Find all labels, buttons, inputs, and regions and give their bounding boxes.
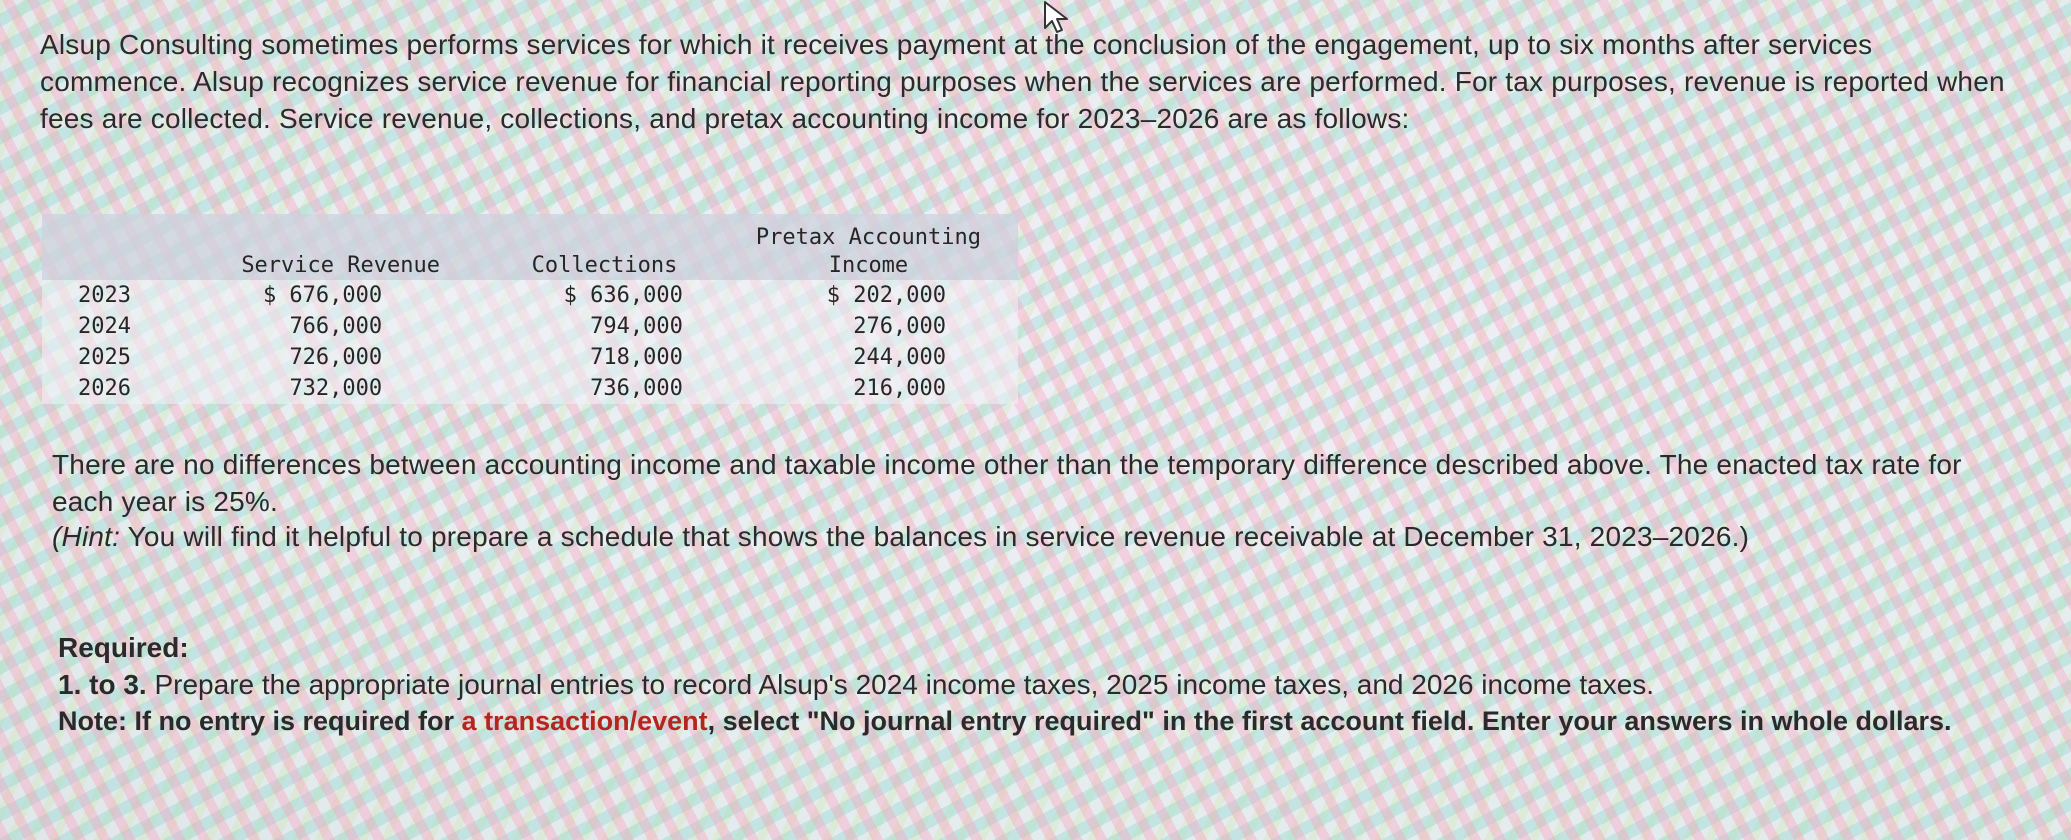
collections-cell: 794,000: [590, 314, 683, 339]
collections-cell: $ 636,000: [563, 283, 683, 308]
note-emphasis: a transaction/event: [461, 706, 708, 736]
table-row: [42, 373, 1018, 404]
pretax-income-cell: $ 202,000: [826, 283, 946, 308]
table-header-row: [42, 214, 1018, 280]
financial-data-table: [42, 214, 1018, 404]
table-row: [42, 311, 1018, 342]
note-part-1: Note: If no entry is required for: [58, 706, 462, 736]
instruction-body: Prepare the appropriate journal entries to record Alsup's 2024 income taxes, 2025 income taxes, and 2026 income taxes.: [146, 669, 1655, 700]
hint-body: You will find it helpful to prepare a schedule that shows the balances in service revenue receivable at December 31, 2023–2026.): [120, 521, 1750, 552]
hint-label: (Hint:: [52, 521, 121, 552]
year-column-header: [42, 214, 171, 280]
pretax-income-cell: 216,000: [853, 376, 946, 401]
collections-cell: 718,000: [590, 345, 683, 370]
year-cell: 2023: [78, 283, 131, 308]
year-cell: 2025: [78, 345, 131, 370]
service-revenue-cell: 766,000: [289, 314, 383, 339]
step-number: 1. to 3.: [58, 669, 147, 700]
service-revenue-cell: 732,000: [289, 376, 383, 401]
hint-text: [52, 518, 2002, 555]
collections-header: Collections: [531, 253, 678, 278]
note-part-3: , select "No journal entry required" in the first account field. Enter your answers in whole dollars.: [707, 706, 1952, 736]
table-row: [42, 280, 1018, 311]
pretax-income-header: Pretax Accounting Income: [755, 225, 982, 278]
table-row: [42, 342, 1018, 373]
pretax-income-cell: 276,000: [853, 314, 946, 339]
required-heading: Required:: [58, 632, 189, 663]
pretax-income-cell: 244,000: [853, 345, 946, 370]
problem-intro-text: Alsup Consulting sometimes performs services for which it receives payment at the conclusion of the engagement, up to six months after services commence. Alsup recognizes service revenue for financial reporting purposes when the services are performed. For tax purposes, revenue is reported when fees are collected. Service revenue, collections, and pretax accounting income for 2023–2026 are as follows:: [40, 29, 2005, 134]
service-revenue-header: Service Revenue: [241, 253, 440, 278]
collections-cell: 736,000: [590, 376, 683, 401]
service-revenue-cell: $ 676,000: [262, 283, 383, 308]
revenue-collections-table: [42, 214, 1018, 404]
note-text: [58, 703, 2008, 739]
year-cell: 2026: [78, 376, 131, 401]
service-revenue-cell: 726,000: [289, 345, 383, 370]
year-cell: 2024: [78, 314, 131, 339]
tax-differences-text: There are no differences between accounting income and taxable income other than the temporary difference described above. The enacted tax rate for each year is 25%.: [52, 449, 1962, 517]
instruction-text: [58, 667, 2008, 703]
